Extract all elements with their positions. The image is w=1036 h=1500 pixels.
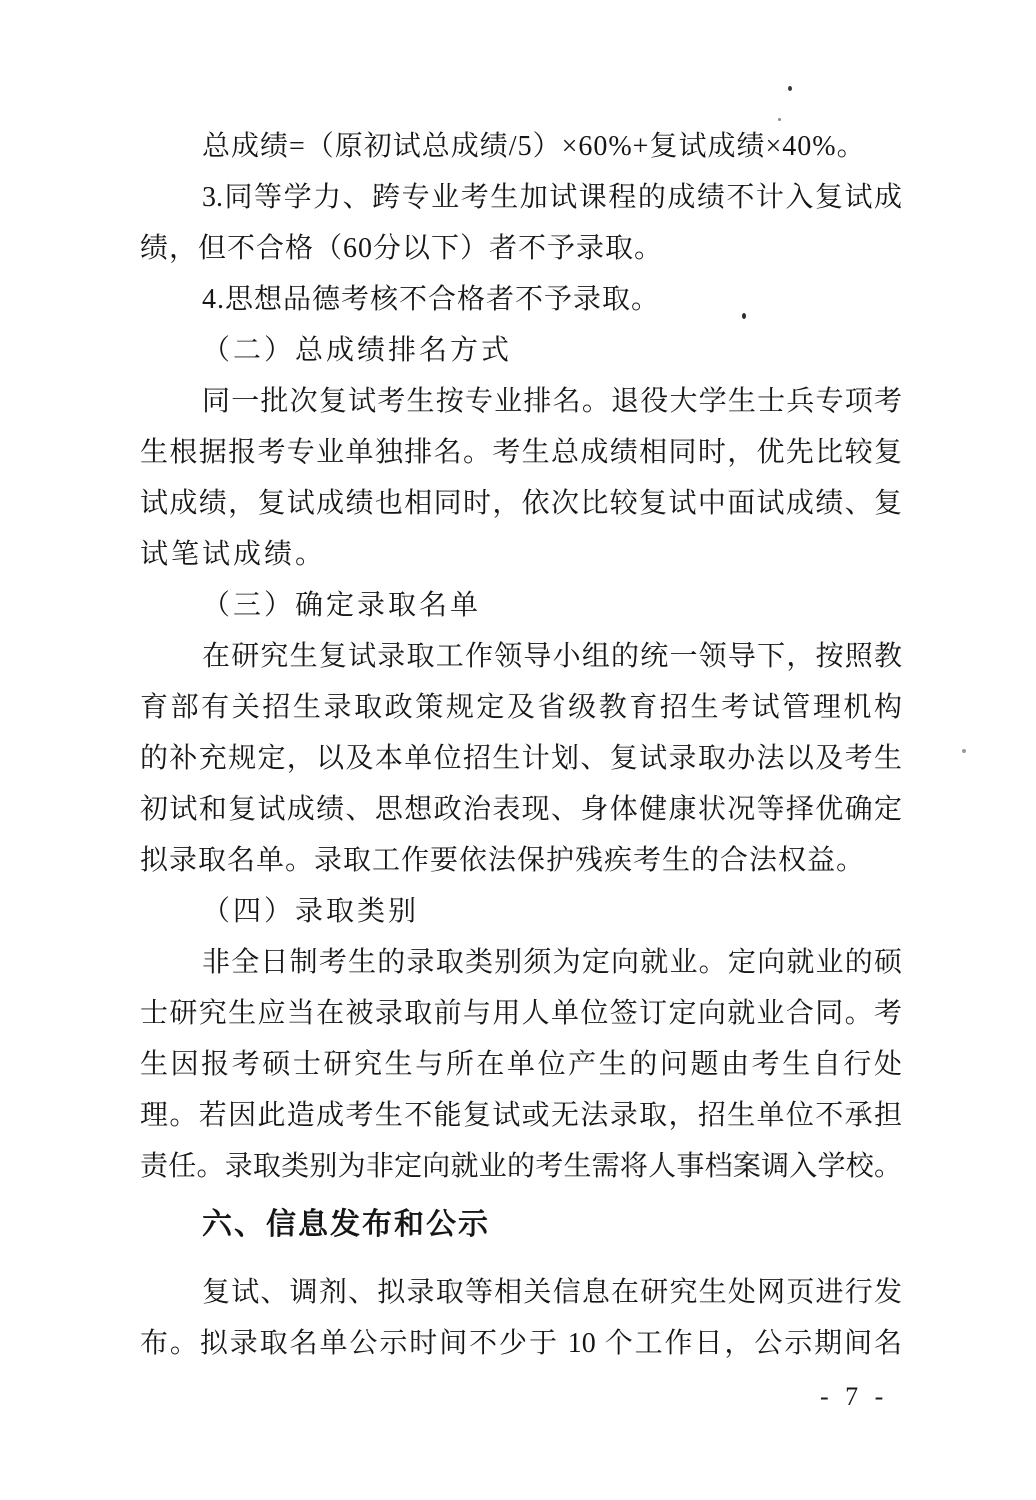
text-line: 4.思想品德考核不合格者不予录取。 xyxy=(202,284,661,315)
text-line: 在研究生复试录取工作领导小组的统一领导下，按照教 xyxy=(202,641,902,672)
scan-speck xyxy=(742,313,746,319)
paragraph xyxy=(140,274,902,325)
text-line: 初试和复试成绩、思想政治表现、身体健康状况等择优确定 xyxy=(140,794,902,825)
text-line: 同一批次复试考生按专业排名。退役大学生士兵专项考 xyxy=(202,386,902,417)
paragraph xyxy=(140,172,902,274)
text-line: 生因报考硕士研究生与所在单位产生的问题由考生自行处 xyxy=(140,1049,902,1080)
text-line: 理。若因此造成考生不能复试或无法录取，招生单位不承担 xyxy=(140,1100,902,1131)
section-heading xyxy=(140,1199,902,1250)
text-line: 总成绩=（原初试总成绩/5）×60%+复试成绩×40%。 xyxy=(202,131,866,162)
document-text-column xyxy=(140,121,902,1369)
text-line: 布。拟录取名单公示时间不少于 10 个工作日，公示期间名 xyxy=(140,1328,902,1359)
text-line: 绩，但不合格（60分以下）者不予录取。 xyxy=(140,233,664,264)
paragraph xyxy=(140,886,902,937)
text-line: 育部有关招生录取政策规定及省级教育招生考试管理机构 xyxy=(140,692,902,723)
text-line: 士研究生应当在被录取前与用人单位签订定向就业合同。考 xyxy=(140,998,902,1029)
text-line: 责任。录取类别为非定向就业的考生需将人事档案调入学校。 xyxy=(140,1151,902,1182)
text-line: 试笔试成绩。 xyxy=(140,539,327,570)
text-line: （四）录取类别 xyxy=(202,896,420,927)
paragraph xyxy=(140,580,902,631)
text-line: 的补充规定，以及本单位招生计划、复试录取办法以及考生 xyxy=(140,743,902,774)
page-number: - 7 - xyxy=(820,1382,889,1411)
text-line: 生根据报考专业单独排名。考生总成绩相同时，优先比较复 xyxy=(140,437,902,468)
text-line: 3.同等学力、跨专业考生加试课程的成绩不计入复试成 xyxy=(202,182,902,213)
text-line: （三）确定录取名单 xyxy=(202,590,482,621)
heading-line: 六、信息发布和公示 xyxy=(202,1208,490,1241)
paragraph xyxy=(140,937,902,1192)
paragraph xyxy=(140,121,902,172)
text-line: 复试、调剂、拟录取等相关信息在研究生处网页进行发 xyxy=(202,1277,902,1308)
text-line: 非全日制考生的录取类别须为定向就业。定向就业的硕 xyxy=(202,947,902,978)
text-line: （二）总成绩排名方式 xyxy=(202,335,513,366)
paragraph xyxy=(140,1267,902,1369)
paragraph xyxy=(140,325,902,376)
text-line: 试成绩，复试成绩也相同时，依次比较复试中面试成绩、复 xyxy=(140,488,902,519)
paragraph xyxy=(140,631,902,886)
scan-speck xyxy=(788,86,792,91)
scan-speck xyxy=(962,749,966,753)
text-line: 拟录取名单。录取工作要依法保护残疾考生的合法权益。 xyxy=(140,845,866,876)
paragraph xyxy=(140,376,902,580)
scan-speck xyxy=(778,118,781,121)
